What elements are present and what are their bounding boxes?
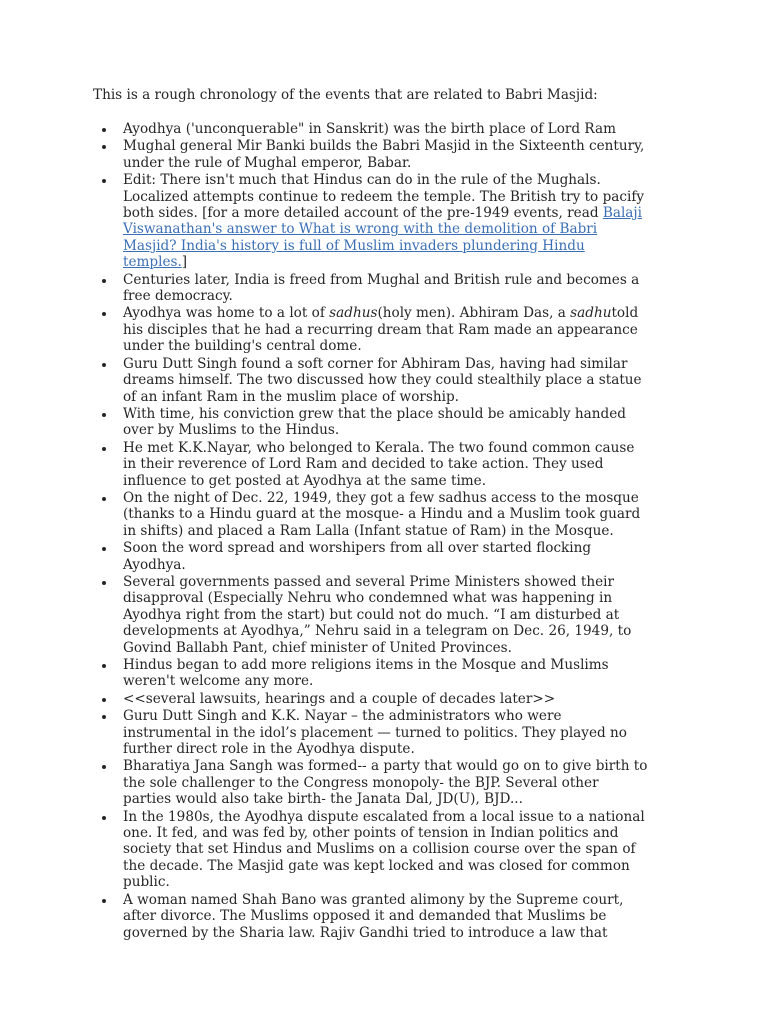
list-item xyxy=(123,272,647,305)
text-line: <<several lawsuits, hearings and a couple of decades later>> xyxy=(123,690,556,707)
text-line: parties would also take birth- the Janata Dal, JD(U), BJD... xyxy=(123,791,523,808)
text-line: Edit: There isn't much that Hindus can do in the rule of the Mughals. xyxy=(123,172,601,189)
list-item xyxy=(123,708,647,757)
list-item xyxy=(123,356,647,405)
text-line: Centuries later, India is freed from Mughal and British rule and becomes a xyxy=(123,271,640,288)
text-line: developments at Ayodhya,” Nehru said in a telegram on Dec. 26, 1949, to xyxy=(123,623,632,640)
text-line: On the night of Dec. 22, 1949, they got a few sadhus access to the mosque xyxy=(123,489,639,506)
text-line: Localized attempts continue to redeem the temple. The British try to pacify xyxy=(123,188,645,205)
text-line: With time, his conviction grew that the place should be amicably handed xyxy=(123,405,626,422)
text-line: Bharatiya Jana Sangh was formed-- a party that would go on to give birth to xyxy=(123,758,648,775)
text-line: over by Muslims to the Hindus. xyxy=(123,422,340,439)
text-line: Ayodhya. xyxy=(123,556,186,573)
text-line xyxy=(123,205,647,221)
text-line: A woman named Shah Bano was granted alimony by the Supreme court, xyxy=(123,891,624,908)
text-line: society that set Hindus and Muslims on a collision course over the span of xyxy=(123,841,636,858)
text-line xyxy=(123,305,647,321)
list-item xyxy=(123,440,647,489)
text-line: in their reverence of Lord Ram and decided to take action. They used xyxy=(123,456,604,473)
list-item xyxy=(123,406,647,439)
text-line: free democracy. xyxy=(123,288,233,305)
text-line: under the building's central dome. xyxy=(123,338,362,355)
answer-link-line-2[interactable]: Viswanathan's answer to What is wrong with the demolition of Babri xyxy=(123,221,598,238)
text-line: his disciples that he had a recurring dream that Ram made an appearance xyxy=(123,321,638,338)
text-line: the sole challenger to the Congress monopoly- the BJP. Several other xyxy=(123,774,599,791)
text-line: Hindus began to add more religions items in the Mosque and Muslims xyxy=(123,657,609,673)
intro-text: This is a rough chronology of the events that are related to Babri Masjid: xyxy=(93,87,598,103)
list-item xyxy=(123,892,647,941)
list-item xyxy=(123,490,647,539)
list-item xyxy=(123,809,647,891)
text-line: Govind Ballabh Pant, chief minister of United Provinces. xyxy=(123,639,512,656)
text-line: Ayodhya right from the start) but could not do much. “I am disturbed at xyxy=(123,606,620,623)
list-item xyxy=(123,758,647,807)
text-line: Several governments passed and several Prime Ministers showed their xyxy=(123,573,615,590)
list-item xyxy=(123,138,647,171)
text-line xyxy=(123,221,647,237)
text-line: Soon the word spread and worshipers from all over started flocking xyxy=(123,540,592,557)
text-line xyxy=(123,238,647,254)
list-item xyxy=(123,540,647,573)
text-line: under the rule of Mughal emperor, Babar. xyxy=(123,154,412,171)
text-line: Guru Dutt Singh found a soft corner for Abhiram Das, having had similar xyxy=(123,355,628,372)
list-item xyxy=(123,121,647,137)
text-line: Guru Dutt Singh and K.K. Nayar – the administrators who were xyxy=(123,708,562,725)
text-line: (thanks to a Hindu guard at the mosque- a Hindu and a Muslim took guard xyxy=(123,506,641,523)
text-segment: ] xyxy=(181,254,188,271)
answer-link-line-3[interactable]: Masjid? India's history is full of Muslim invaders plundering Hindu xyxy=(123,237,585,254)
text-line: governed by the Sharia law. Rajiv Gandhi tried to introduce a law that xyxy=(123,924,608,941)
answer-link-line-4[interactable]: temples. xyxy=(123,254,182,271)
text-line: instrumental in the idol’s placement — turned to politics. They played no xyxy=(123,724,627,741)
italic-term: sadhu xyxy=(570,305,612,322)
text-line: influence to get posted at Ayodhya at the same time. xyxy=(123,472,487,489)
text-line: Ayodhya ('unconquerable" in Sanskrit) was the birth place of Lord Ram xyxy=(123,121,616,137)
italic-term: sadhus xyxy=(329,305,378,322)
text-segment: both sides. [for a more detailed account of the pre-1949 events, read xyxy=(123,205,603,222)
text-line: dreams himself. The two discussed how they could stealthily place a statue xyxy=(123,372,642,389)
list-item xyxy=(123,172,647,270)
list-item xyxy=(123,574,647,656)
text-line: of an infant Ram in the muslim place of worship. xyxy=(123,388,459,405)
text-line: further direct role in the Ayodhya dispute. xyxy=(123,741,415,758)
text-segment: told xyxy=(611,305,639,322)
text-line: in shifts) and placed a Ram Lalla (Infant statue of Ram) in the Mosque. xyxy=(123,522,614,539)
list-item xyxy=(123,691,647,707)
chronology-list xyxy=(123,121,647,942)
text-line xyxy=(123,254,647,270)
text-line: In the 1980s, the Ayodhya dispute escalated from a local issue to a national xyxy=(123,808,645,825)
list-item xyxy=(123,657,647,690)
answer-link-start[interactable]: Balaji xyxy=(602,205,642,222)
text-line: disapproval (Especially Nehru who condemned what was happening in xyxy=(123,590,613,607)
text-line: after divorce. The Muslims opposed it and demanded that Muslims be xyxy=(123,908,607,925)
text-line: the decade. The Masjid gate was kept locked and was closed for common xyxy=(123,857,630,874)
list-item xyxy=(123,305,647,354)
text-line: weren't welcome any more. xyxy=(123,673,314,690)
text-line: He met K.K.Nayar, who belonged to Kerala. The two found common cause xyxy=(123,439,635,456)
text-line: public. xyxy=(123,874,170,891)
text-segment: (holy men). Abhiram Das, a xyxy=(377,305,571,322)
text-segment: Ayodhya was home to a lot of xyxy=(123,305,330,322)
text-line: one. It fed, and was fed by, other points of tension in Indian politics and xyxy=(123,825,619,842)
text-line: Mughal general Mir Banki builds the Babri Masjid in the Sixteenth century, xyxy=(123,138,645,155)
